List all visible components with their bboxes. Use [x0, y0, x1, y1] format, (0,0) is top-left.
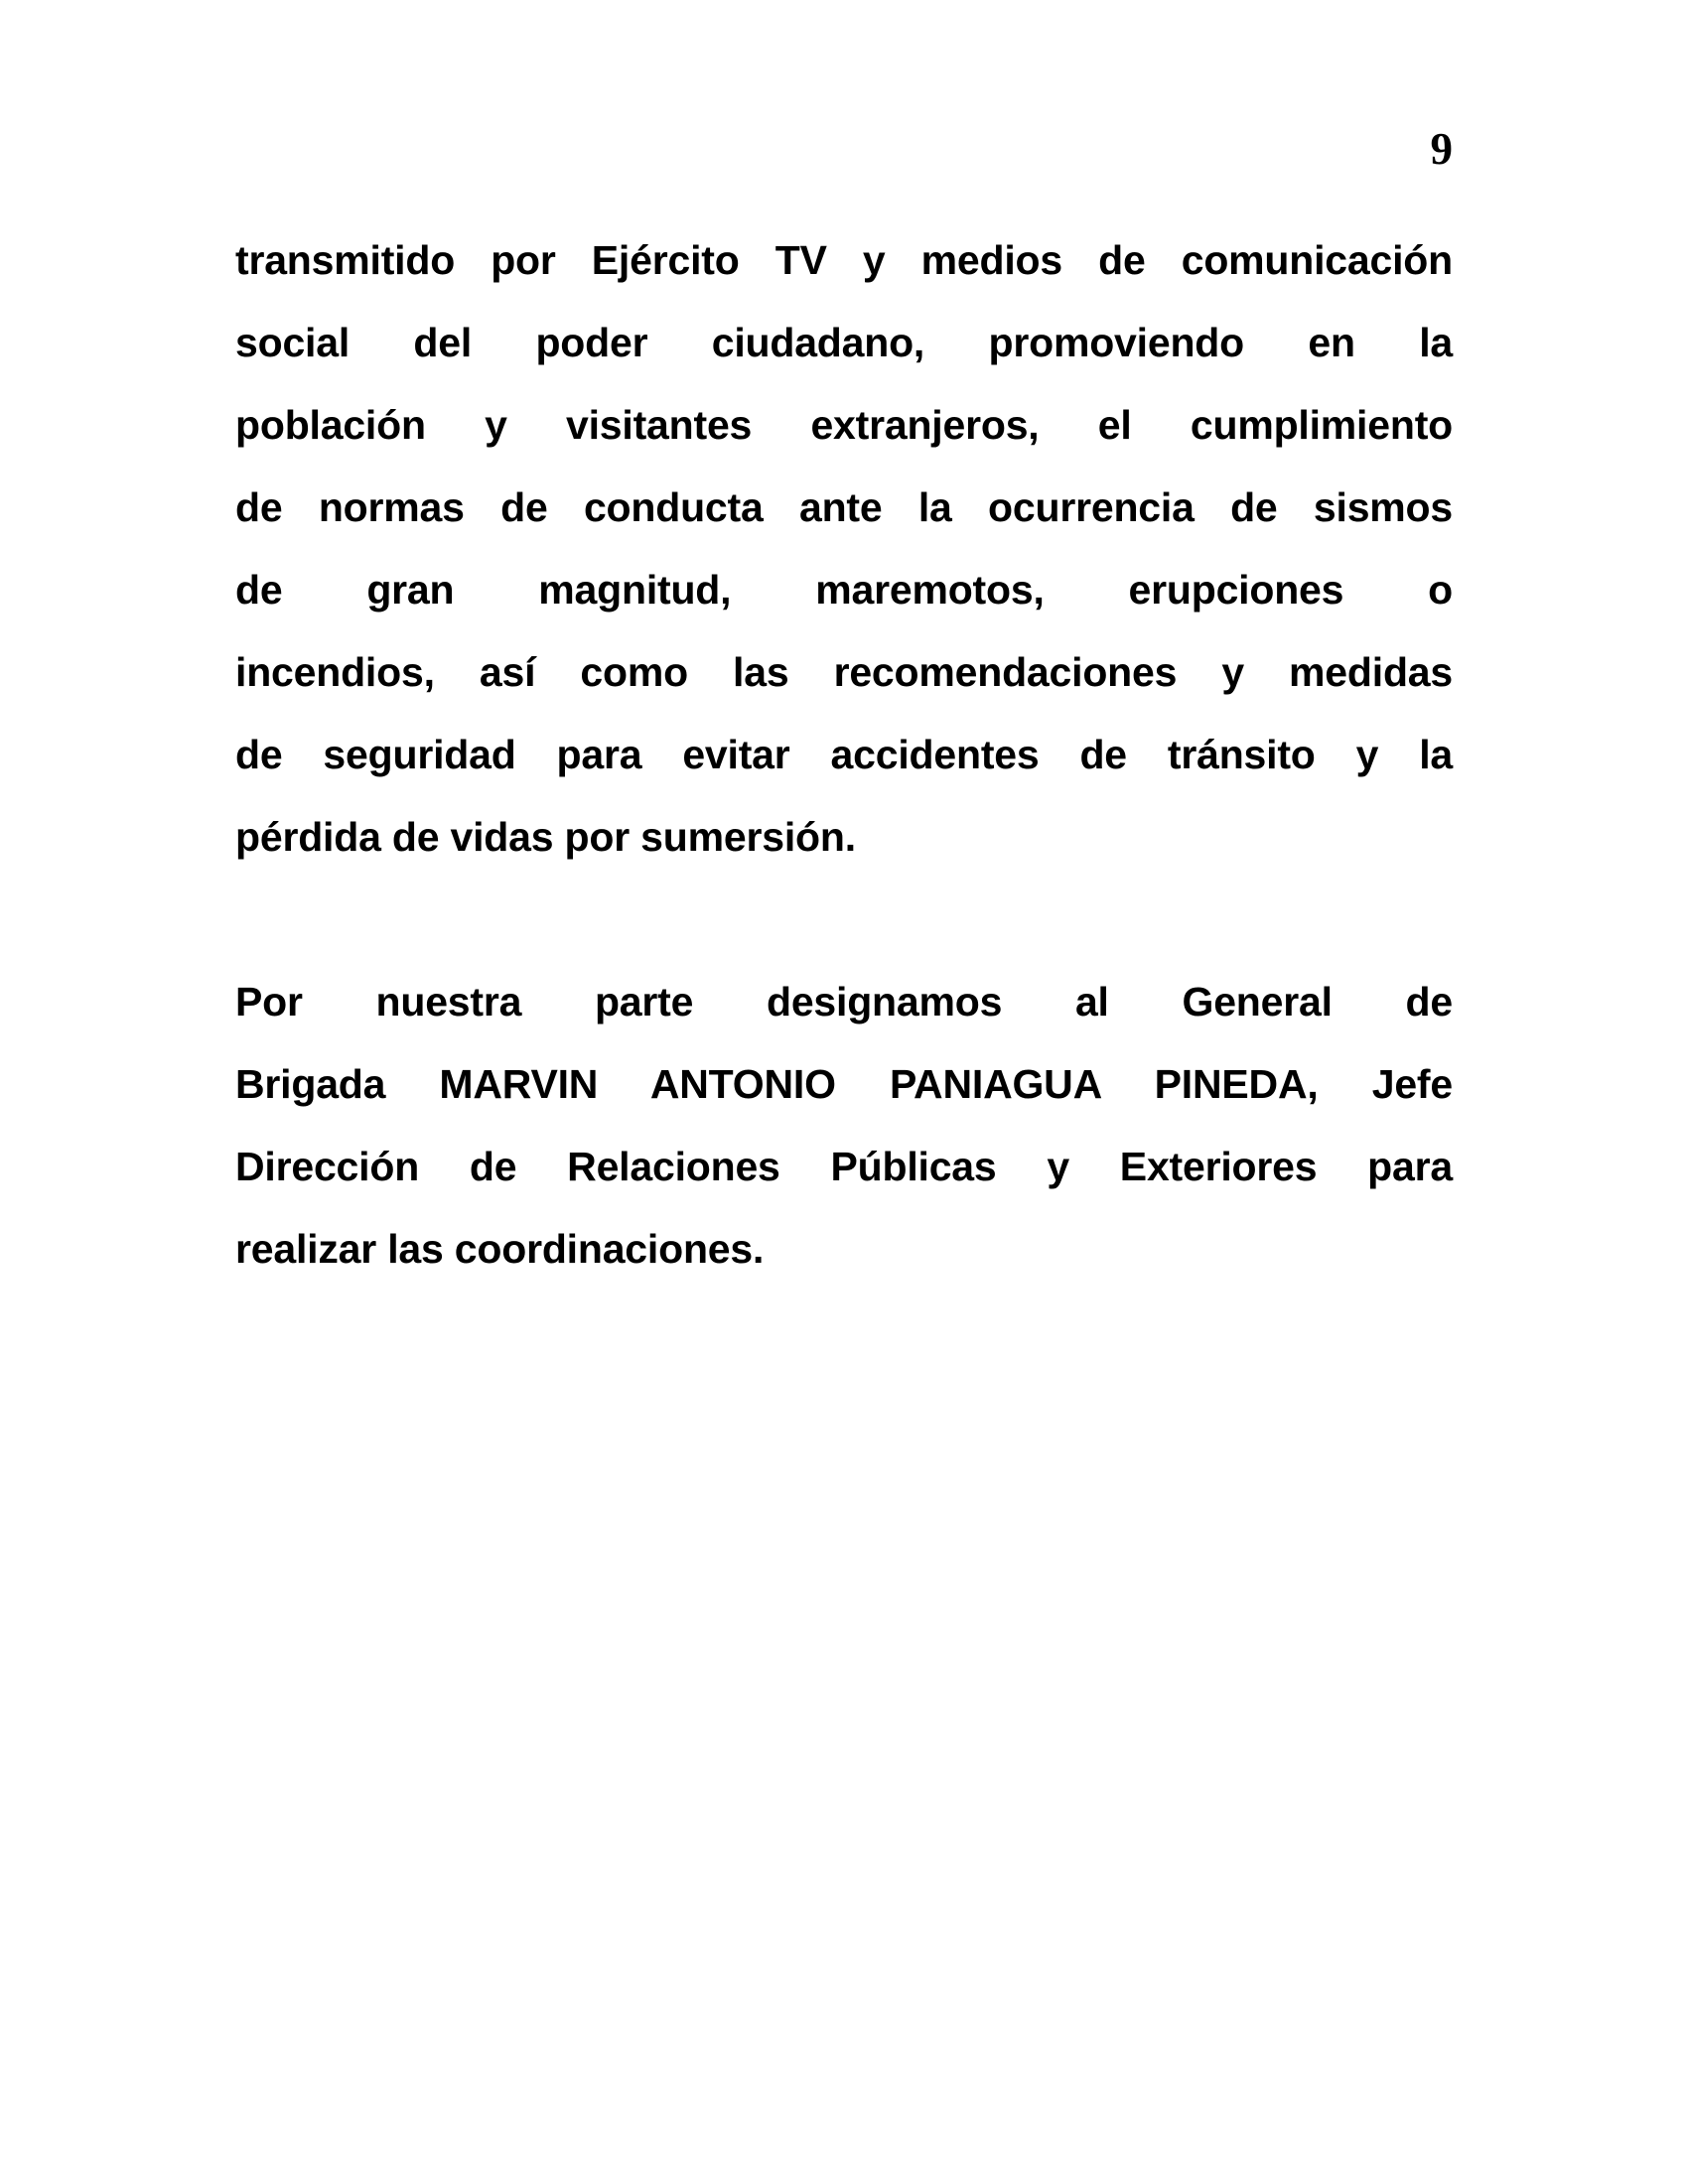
paragraph — [235, 219, 1453, 879]
text-line: realizar las coordinaciones. — [235, 1226, 765, 1272]
text-line: población y visitantes extranjeros, el cumplimiento — [235, 402, 1453, 448]
text-line: de normas de conducta ante la ocurrencia de sismos — [235, 484, 1453, 530]
text-line: Dirección de Relaciones Públicas y Exteriores para — [235, 1144, 1453, 1189]
text-line: Por nuestra parte designamos al General de — [235, 979, 1453, 1024]
text-line: transmitido por Ejército TV y medios de comunicación — [235, 237, 1453, 283]
text-line: de seguridad para evitar accidentes de tránsito y la — [235, 732, 1453, 777]
page-number: 9 — [1430, 124, 1453, 174]
text-line: Brigada MARVIN ANTONIO PANIAGUA PINEDA, Jefe — [235, 1061, 1453, 1107]
paragraph — [235, 961, 1453, 1291]
text-line: social del poder ciudadano, promoviendo en la — [235, 320, 1453, 365]
text-line: pérdida de vidas por sumersión. — [235, 814, 856, 860]
document-body — [235, 219, 1453, 1291]
text-line: incendios, así como las recomendaciones y medidas — [235, 649, 1453, 695]
text-line: de gran magnitud, maremotos, erupciones o — [235, 567, 1453, 613]
